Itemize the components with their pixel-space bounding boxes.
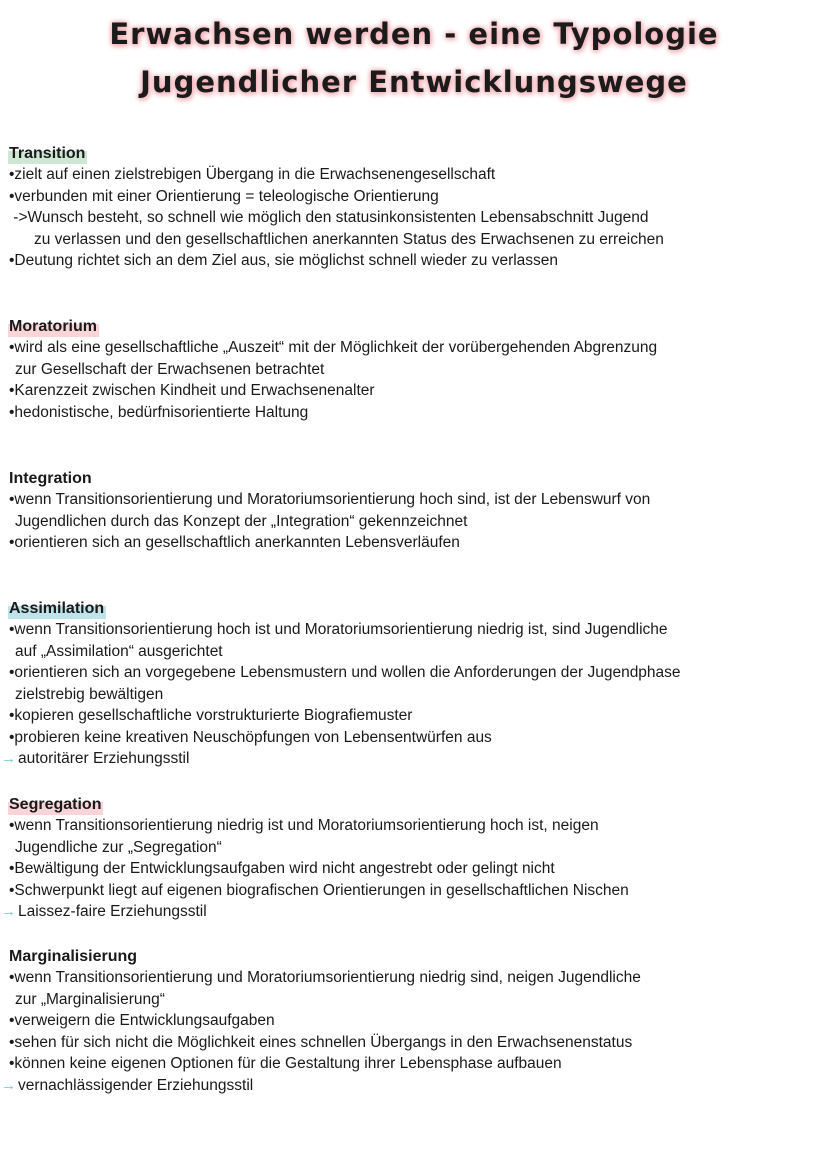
bullet-line: •verbunden mit einer Orientierung = teleologische Orientierung	[9, 187, 439, 205]
section-heading: Marginalisierung	[9, 948, 138, 965]
continuation-line: zielstrebig bewältigen	[15, 685, 164, 703]
bullet-line: ->Wunsch besteht, so schnell wie möglich den statusinkonsistenten Lebensabschnitt Jugend	[9, 209, 649, 226]
bullet-line: •wenn Transitionsorientierung und Moratoriumsorientierung hoch sind, ist der Lebenswurf von	[9, 491, 651, 508]
section-assimilation	[1, 599, 814, 770]
section-heading: Moratorium	[9, 318, 97, 335]
conclusion-text: vernachlässigender Erziehungsstil	[18, 1076, 254, 1094]
section-moratorium	[9, 317, 814, 423]
bullet-line: •Schwerpunkt liegt auf eigenen biografischen Orientierungen in gesellschaftlichen Nischen	[9, 881, 629, 899]
section-heading: Segregation	[9, 796, 102, 813]
conclusion-line	[1, 748, 814, 770]
bullet-line: •zielt auf einen zielstrebigen Übergang in die Erwachsenengesellschaft	[9, 166, 496, 183]
bullet-line: •wird als eine gesellschaftliche „Auszeit“ mit der Möglichkeit der vorübergehenden Abgrenzung	[9, 339, 658, 356]
title-line-2: Jugendlicher Entwicklungswege	[140, 65, 688, 99]
conclusion-text: Laissez-faire Erziehungsstil	[18, 903, 207, 920]
bullet-line: •probieren keine kreativen Neuschöpfungen von Lebensentwürfen aus	[9, 728, 492, 746]
bullet-line: •Deutung richtet sich an dem Ziel aus, sie möglichst schnell wieder zu verlassen	[9, 252, 559, 269]
section-segregation	[1, 795, 814, 923]
section-marginalisierung	[1, 947, 814, 1096]
bullet-line: •kopieren gesellschaftliche vorstrukturierte Biografiemuster	[9, 707, 413, 724]
bullet-line: •können keine eigenen Optionen für die Gestaltung ihrer Lebensphase aufbauen	[9, 1055, 562, 1072]
bullet-line: •orientieren sich an gesellschaftlich anerkannten Lebensverläufen	[9, 534, 460, 551]
section-integration	[9, 469, 814, 554]
continuation-line: zur Gesellschaft der Erwachsenen betrachtet	[15, 360, 325, 378]
bullet-line: •verweigern die Entwicklungsaufgaben	[9, 1012, 275, 1029]
conclusion-line	[1, 1075, 814, 1097]
continuation-line: Jugendliche zur „Segregation“	[15, 838, 222, 856]
bullet-line: •hedonistische, bedürfnisorientierte Haltung	[9, 403, 309, 421]
continuation-line: zur „Marginalisierung“	[15, 990, 165, 1008]
section-heading: Transition	[9, 145, 86, 162]
bullet-line: •sehen für sich nicht die Möglichkeit eines schnellen Übergangs in den Erwachsenenstatus	[9, 1033, 633, 1051]
arrow-right-icon: →	[1, 1076, 16, 1094]
bullet-line: •Bewältigung der Entwicklungsaufgaben wird nicht angestrebt oder gelingt nicht	[9, 860, 555, 877]
bullet-line: •wenn Transitionsorientierung hoch ist und Moratoriumsorientierung niedrig ist, sind Jugendliche	[9, 621, 668, 638]
arrow-right-icon: →	[1, 903, 16, 920]
section-heading: Integration	[9, 470, 92, 487]
bullet-line: •Karenzzeit zwischen Kindheit und Erwachsenenalter	[9, 382, 375, 399]
bullet-line: •wenn Transitionsorientierung und Moratoriumsorientierung niedrig sind, neigen Jugendliche	[9, 969, 641, 986]
arrow-right-icon: →	[1, 750, 16, 767]
continuation-line: Jugendlichen durch das Konzept der „Integration“ gekennzeichnet	[15, 512, 468, 530]
conclusion-line	[1, 901, 814, 923]
conclusion-text: autoritärer Erziehungsstil	[18, 750, 190, 767]
continuation-line: auf „Assimilation“ ausgerichtet	[15, 642, 223, 660]
section-transition	[9, 144, 814, 272]
title-line-1: Erwachsen werden - eine Typologie	[109, 17, 719, 51]
document-title	[0, 10, 828, 106]
section-heading: Assimilation	[9, 600, 105, 617]
continuation-line: zu verlassen und den gesellschaftlichen anerkannten Status des Erwachsenen zu erreichen	[34, 230, 664, 248]
bullet-line: •orientieren sich an vorgegebene Lebensmustern und wollen die Anforderungen der Jugendphase	[9, 664, 681, 681]
bullet-line: •wenn Transitionsorientierung niedrig ist und Moratoriumsorientierung hoch ist, neigen	[9, 817, 599, 834]
